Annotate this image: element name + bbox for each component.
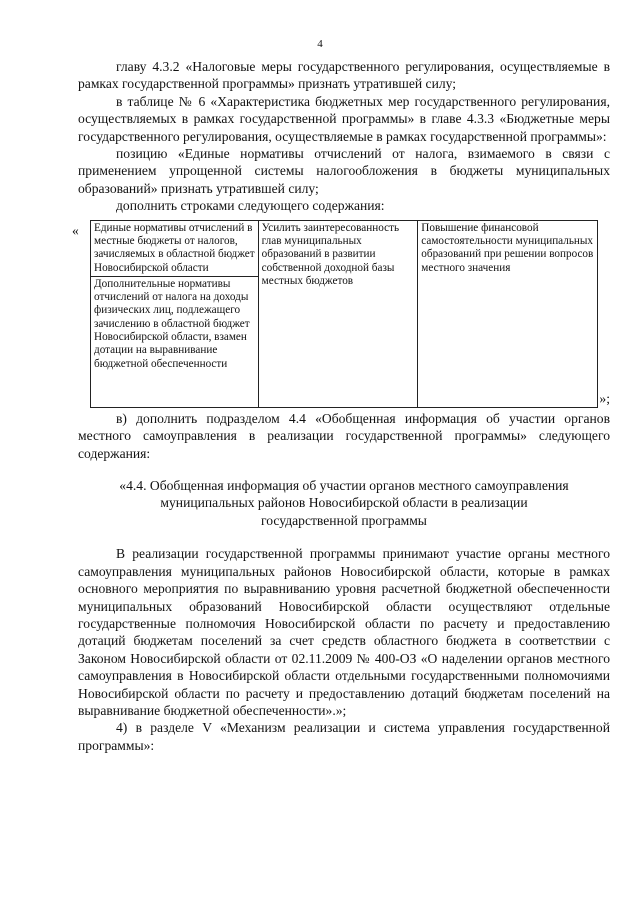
table-open-quote: « — [72, 222, 79, 238]
heading-line-2: муниципальных районов Новосибирской области в реализации — [160, 495, 528, 511]
paragraph-add-subsection: в) дополнить подразделом 4.4 «Обобщенная информация об участии органов местного самоуправления в реализации государственной программы» следующего содержания: — [78, 410, 610, 461]
inserted-table — [90, 220, 598, 408]
document-body — [72, 58, 610, 754]
table-close-quote: »; — [599, 391, 610, 407]
page-number: 4 — [317, 38, 323, 50]
heading-line-1: «4.4. Обобщенная информация об участии органов местного самоуправления — [119, 478, 569, 494]
paragraph-position: позицию «Единые нормативы отчислений от налога, взимаемого в связи с применением упрощенной системы налогообложения в бюджеты муниципальных образований» признать утратившей силу; — [78, 146, 610, 196]
paragraph-add-rows: дополнить строками следующего содержания: — [116, 198, 385, 214]
table-cell-row1-col1: Единые нормативы отчислений в местные бюджеты от налогов, зачисляемых в областной бюджет Новосибирской области — [91, 220, 259, 276]
inserted-table-block — [72, 220, 610, 408]
paragraph-section-v: 4) в разделе V «Механизм реализации и система управления государственной программы»: — [78, 720, 610, 753]
subsection-heading — [78, 477, 610, 529]
table-row — [91, 220, 598, 276]
table-cell-row2-col1: Дополнительные нормативы отчислений от налога на доходы физических лиц, подлежащего зачислению в областной бюджет Новосибирской области, взамен дотации на выравнивание бюджетной обеспеченности — [91, 276, 259, 407]
paragraph-body: В реализации государственной программы принимают участие органы местного самоуправления муниципальных районов Новосибирской области, которые в рамках основного мероприятия по выравниванию уровня расчетной бюджетной обеспеченности муниципальных образований Новосибирской области осуществляют отдельные государственные полномочия Новосибирской области по расчету и предоставлению дотаций бюджетам поселений за счет средств областного бюджета в соответствии с Законом Новосибирской области от 02.11.2009 № 400-ОЗ «О наделении органов местного самоуправления в Новосибирской области отдельными государственными полномочиями Новосибирской области по расчету и предоставлению дотаций бюджетам поселений на выравнивание бюджетной обеспеченности».»; — [78, 546, 610, 718]
table-cell-col3: Повышение финансовой самостоятельности муниципальных образований при решении вопросов местного значения — [418, 220, 598, 407]
paragraph-table-6: в таблице № 6 «Характеристика бюджетных мер государственного регулирования, осуществляемых в рамках государственной программы» в главе 4.3.3 «Бюджетные меры государственного регулирования, осуществляемые в рамках государственной программы»: — [78, 93, 610, 144]
heading-line-3: государственной программы — [261, 512, 427, 528]
table-cell-col2: Усилить заинтересованность глав муниципальных образований в развитии собственной доходной базы местных бюджетов — [258, 220, 418, 407]
paragraph-chapter-4-3-2: главу 4.3.2 «Налоговые меры государственного регулирования, осуществляемые в рамках государственной программы» признать утратившей силу; — [78, 59, 610, 92]
